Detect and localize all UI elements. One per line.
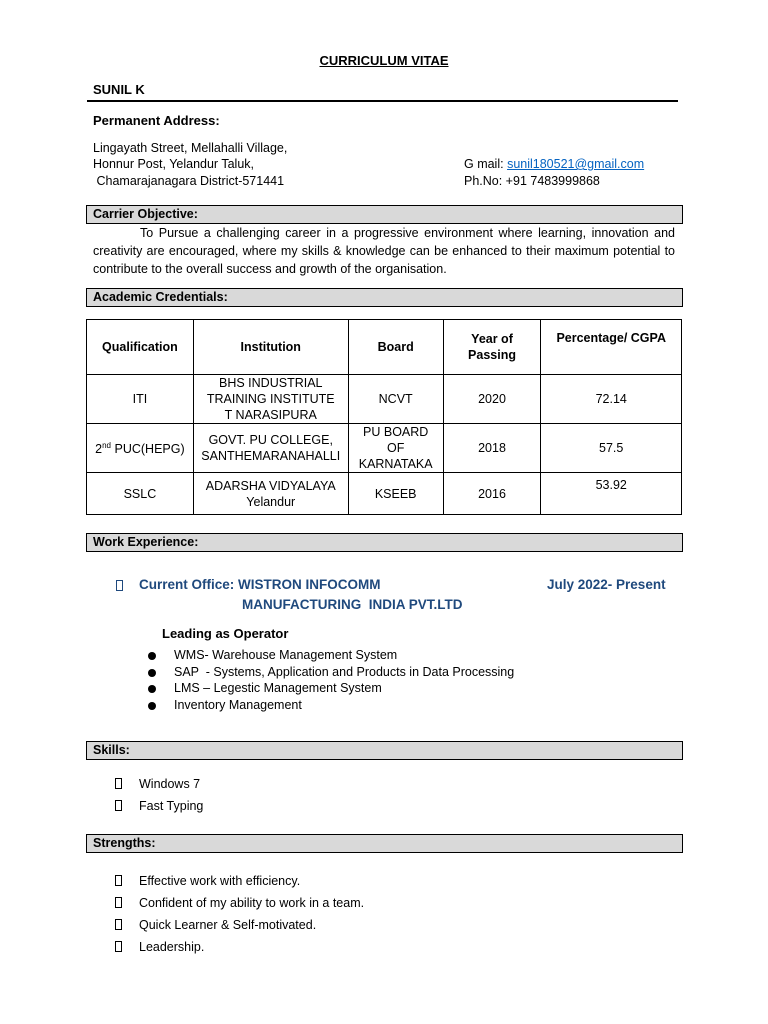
- phone-number: Ph.No: +91 7483999868: [464, 174, 600, 188]
- header-board: Board: [348, 320, 443, 375]
- square-bullet-icon: [115, 919, 122, 930]
- work-heading: Work Experience:: [86, 533, 683, 552]
- qualification-number: 2: [95, 442, 103, 457]
- square-bullet-icon: [115, 875, 122, 886]
- list-item: [115, 870, 364, 892]
- email-label: G mail:: [464, 157, 508, 171]
- work-role: Leading as Operator: [162, 626, 289, 641]
- cell-board-text: PU BOARD OF KARNATAKA: [358, 425, 433, 471]
- candidate-name: SUNIL K: [93, 82, 145, 97]
- list-item-text: Fast Typing: [139, 799, 204, 813]
- table-row: [87, 473, 682, 515]
- cell-institution: [193, 375, 348, 424]
- list-item-text: Leadership.: [139, 940, 205, 954]
- list-item: [115, 795, 203, 817]
- header-percentage: Percentage/ CGPA: [541, 320, 682, 375]
- cell-score: 53.92: [541, 473, 682, 515]
- table-header-row: [87, 320, 682, 375]
- office-line-2: MANUFACTURING INDIA PVT.LTD: [242, 597, 463, 612]
- qualification-name: PUC(HEPG): [111, 442, 185, 457]
- cell-qualification: ITI: [87, 375, 194, 424]
- header-qualification: Qualification: [87, 320, 194, 375]
- cell-year: 2016: [443, 473, 541, 515]
- list-item-text: Windows 7: [139, 777, 201, 791]
- square-bullet-icon: [115, 800, 122, 811]
- table-row: [87, 424, 682, 473]
- document-title: CURRICULUM VITAE: [319, 53, 449, 68]
- bullet-icon: [148, 685, 156, 693]
- list-item-text: SAP - Systems, Application and Products in Data Processing: [174, 664, 515, 679]
- cell-institution-text: ADARSHA VIDYALAYA Yelandur: [205, 478, 336, 509]
- list-item: [115, 914, 364, 936]
- office-line-1: Current Office: WISTRON INFOCOMM: [139, 577, 381, 592]
- square-bullet-icon: [116, 580, 123, 594]
- cell-score: 72.14: [541, 375, 682, 424]
- bullet-icon: [148, 652, 156, 660]
- square-bullet-icon: [115, 941, 122, 952]
- list-item-text: Quick Learner & Self-motivated.: [139, 918, 317, 932]
- strengths-heading: Strengths:: [86, 834, 683, 853]
- list-item: [148, 647, 514, 664]
- bullet-icon: [148, 702, 156, 710]
- list-item-text: WMS- Warehouse Management System: [174, 648, 398, 662]
- cell-year: 2018: [443, 424, 541, 473]
- list-item: [115, 892, 364, 914]
- address-line-1: Lingayath Street, Mellahalli Village,: [93, 141, 288, 155]
- list-item-text: LMS – Legestic Management System: [174, 681, 382, 695]
- table-row: [87, 375, 682, 424]
- skills-list: [115, 773, 203, 817]
- list-item: [148, 664, 514, 681]
- objective-text: To Pursue a challenging career in a progressive environment where learning, innovation and creativity are encouraged, where my skills & knowledge can be enhanced to their maximum potential to contribute to the overall success and growth of the organisation.: [93, 226, 675, 276]
- square-bullet-icon: [115, 778, 122, 789]
- academics-heading: Academic Credentials:: [86, 288, 683, 307]
- cell-institution: [193, 473, 348, 515]
- cell-board: [348, 424, 443, 473]
- address-label: Permanent Address:: [93, 113, 220, 128]
- cell-score: 57.5: [541, 424, 682, 473]
- bullet-icon: [148, 669, 156, 677]
- list-item: [115, 936, 364, 958]
- list-item-text: Confident of my ability to work in a team.: [139, 896, 365, 910]
- skills-heading: Skills:: [86, 741, 683, 760]
- square-bullet-icon: [115, 897, 122, 908]
- email-link[interactable]: sunil180521@gmail.com: [507, 157, 645, 171]
- name-divider: [87, 100, 678, 102]
- cell-board: KSEEB: [348, 473, 443, 515]
- list-item-text: Effective work with efficiency.: [139, 874, 301, 888]
- work-duties-list: [148, 647, 514, 713]
- header-year: [443, 320, 541, 375]
- strengths-list: [115, 870, 364, 958]
- cell-institution-text: BHS INDUSTRIAL TRAINING INSTITUTE T NARASIPURA: [206, 376, 335, 422]
- cell-institution-text: GOVT. PU COLLEGE, SANTHEMARANAHALLI: [201, 433, 341, 463]
- academics-table: [86, 319, 682, 515]
- address-line-2: Honnur Post, Yelandur Taluk,: [93, 157, 254, 171]
- cell-board: NCVT: [348, 375, 443, 424]
- work-period: July 2022- Present: [547, 577, 666, 592]
- objective-heading: Carrier Objective:: [86, 205, 683, 224]
- address-line-3: Chamarajanagara District-571441: [93, 174, 285, 188]
- list-item: [148, 697, 514, 714]
- cell-qualification: [87, 424, 194, 473]
- cell-year: 2020: [443, 375, 541, 424]
- list-item: [115, 773, 203, 795]
- qualification-ordinal: nd: [102, 441, 112, 451]
- header-institution: Institution: [193, 320, 348, 375]
- header-year-text: Year of Passing: [468, 332, 516, 362]
- email-row: [464, 156, 644, 172]
- cell-qualification: SSLC: [87, 473, 194, 515]
- list-item: [148, 680, 514, 697]
- list-item-text: Inventory Management: [174, 697, 302, 712]
- cell-institution: [193, 424, 348, 473]
